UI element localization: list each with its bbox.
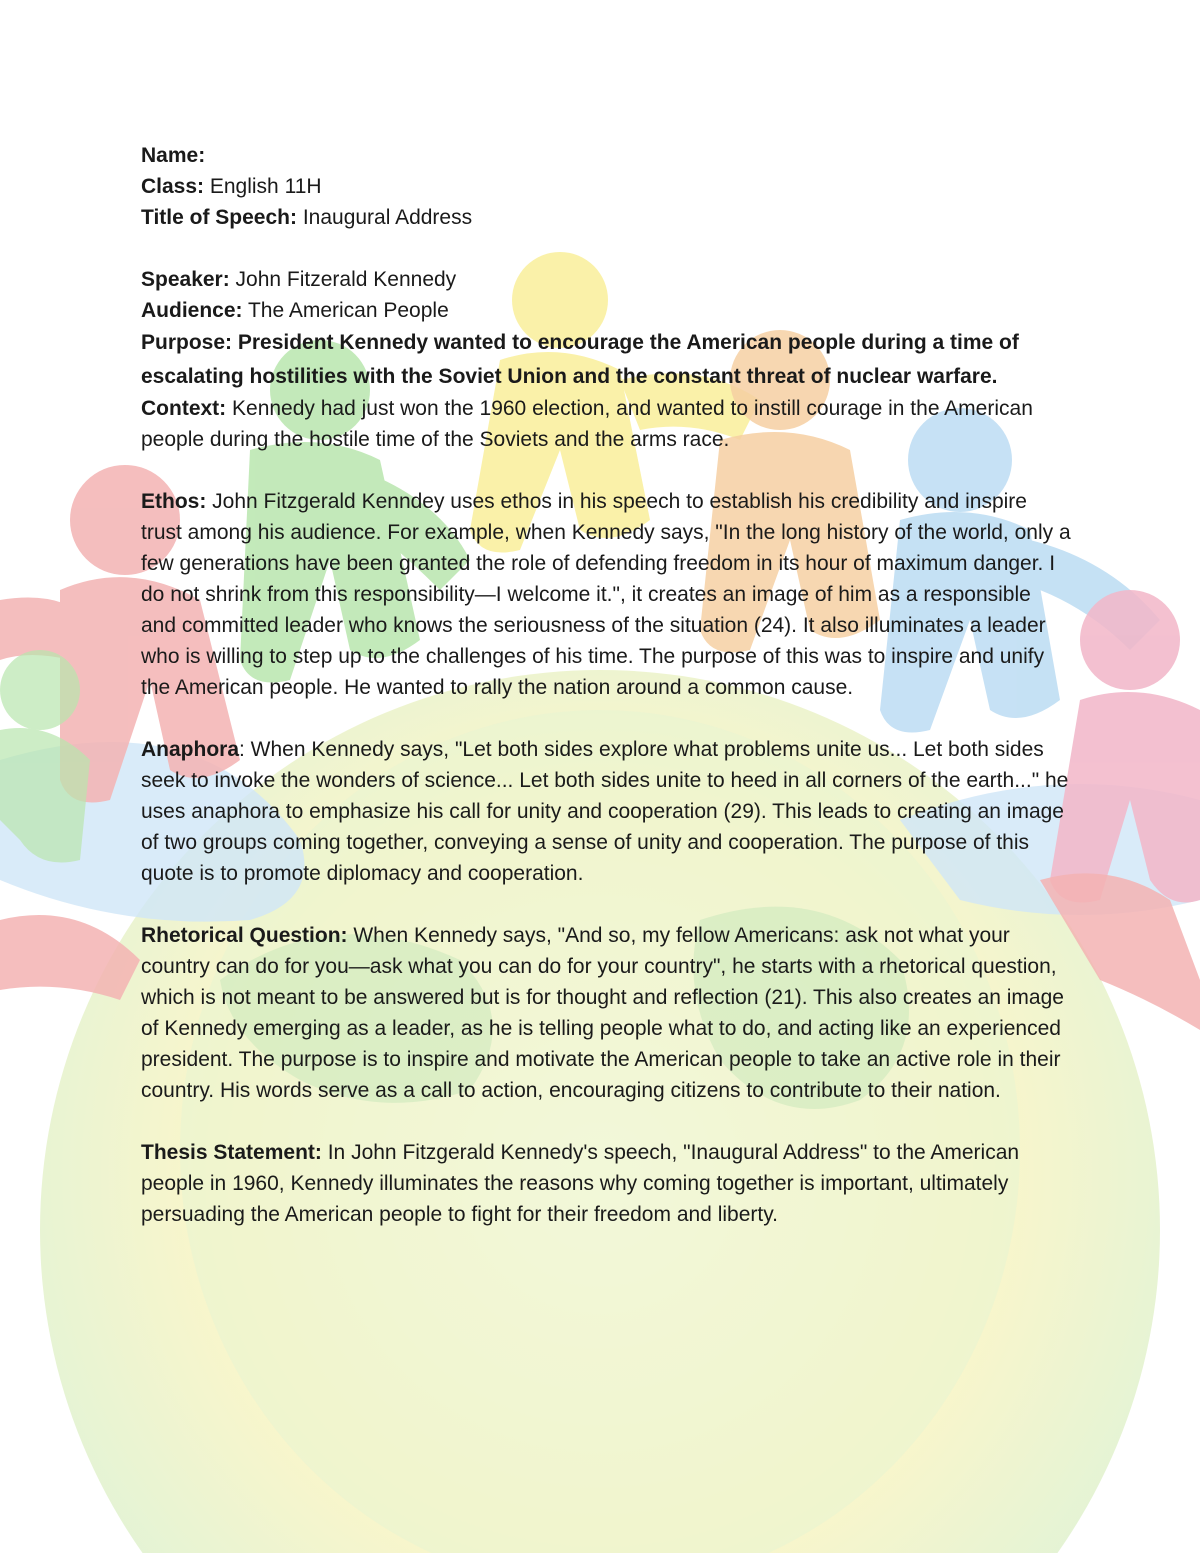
speech-title-line	[141, 202, 1071, 233]
purpose-label: Purpose:	[141, 331, 233, 354]
audience-value: The American People	[242, 299, 449, 322]
name-line	[141, 140, 1071, 171]
class-line	[141, 171, 1071, 202]
anaphora-label: Anaphora	[141, 738, 240, 761]
context-value: Kennedy had just won the 1960 election, and wanted to instill courage in the American people during the hostile time of the Soviets and the arms race.	[141, 397, 1033, 451]
audience-line	[141, 295, 1071, 326]
speaker-line	[141, 264, 1071, 295]
ethos-label: Ethos:	[141, 490, 207, 513]
speech-title-value: Inaugural Address	[296, 206, 473, 229]
context-label: Context:	[141, 397, 227, 420]
class-label: Class:	[141, 175, 205, 198]
thesis-statement-paragraph	[141, 1137, 1071, 1230]
thesis-statement-label: Thesis Statement:	[141, 1141, 322, 1164]
purpose-paragraph	[141, 326, 1071, 393]
ethos-paragraph	[141, 486, 1071, 703]
thesis-statement-text: In John Fitzgerald Kennedy's speech, "Inaugural Address" to the American people in 1960, Kennedy illuminates the reasons why coming together is important, ultimately persuading the American people to fight for their freedom and liberty.	[141, 1141, 1020, 1226]
audience-label: Audience:	[141, 299, 243, 322]
speaker-label: Speaker:	[141, 268, 230, 291]
speaker-value: John Fitzerald Kennedy	[229, 268, 457, 291]
anaphora-text: : When Kennedy says, "Let both sides explore what problems unite us... Let both sides seek to invoke the wonders of science... Let both sides unite to heed in all corners of the earth..." he uses anaphora to emphasize his call for unity and cooperation (29). This leads to creating an image of two groups coming together, conveying a sense of unity and cooperation. The purpose of this quote is to promote diplomacy and cooperation.	[141, 738, 1069, 885]
document-body	[141, 140, 1071, 1230]
purpose-value: President Kennedy wanted to encourage the American people during a time of escalating hostilities with the Soviet Union and the constant threat of nuclear warfare.	[141, 331, 1019, 388]
rhetorical-question-text: When Kennedy says, "And so, my fellow Americans: ask not what your country can do for you—ask what you can do for your country", he starts with a rhetorical question, which is not meant to be answered but is for thought and reflection (21). This also creates an image of Kennedy emerging as a leader, as he is telling people what to do, and acting like an experienced president. The purpose is to inspire and motivate the American people to take an active role in their country. His words serve as a call to action, encouraging citizens to contribute to their nation.	[141, 924, 1064, 1102]
rhetorical-question-paragraph	[141, 920, 1071, 1106]
ethos-text: John Fitzgerald Kenndey uses ethos in his speech to establish his credibility and inspire trust among his audience. For example, when Kennedy says, "In the long history of the world, only a few generations have been granted the role of defending freedom in its hour of maximum danger. I do not shrink from this responsibility—I welcome it.", it creates an image of him as a responsible and committed leader who knows the seriousness of the situation (24). It also illuminates a leader who is willing to step up to the challenges of his time. The purpose of this was to inspire and unify the American people. He wanted to rally the nation around a common cause.	[141, 490, 1071, 699]
context-paragraph	[141, 393, 1071, 455]
class-value: English 11H	[204, 175, 322, 198]
anaphora-paragraph	[141, 734, 1071, 889]
rhetorical-question-label: Rhetorical Question:	[141, 924, 348, 947]
name-label: Name:	[141, 144, 206, 167]
speech-title-label: Title of Speech:	[141, 206, 297, 229]
